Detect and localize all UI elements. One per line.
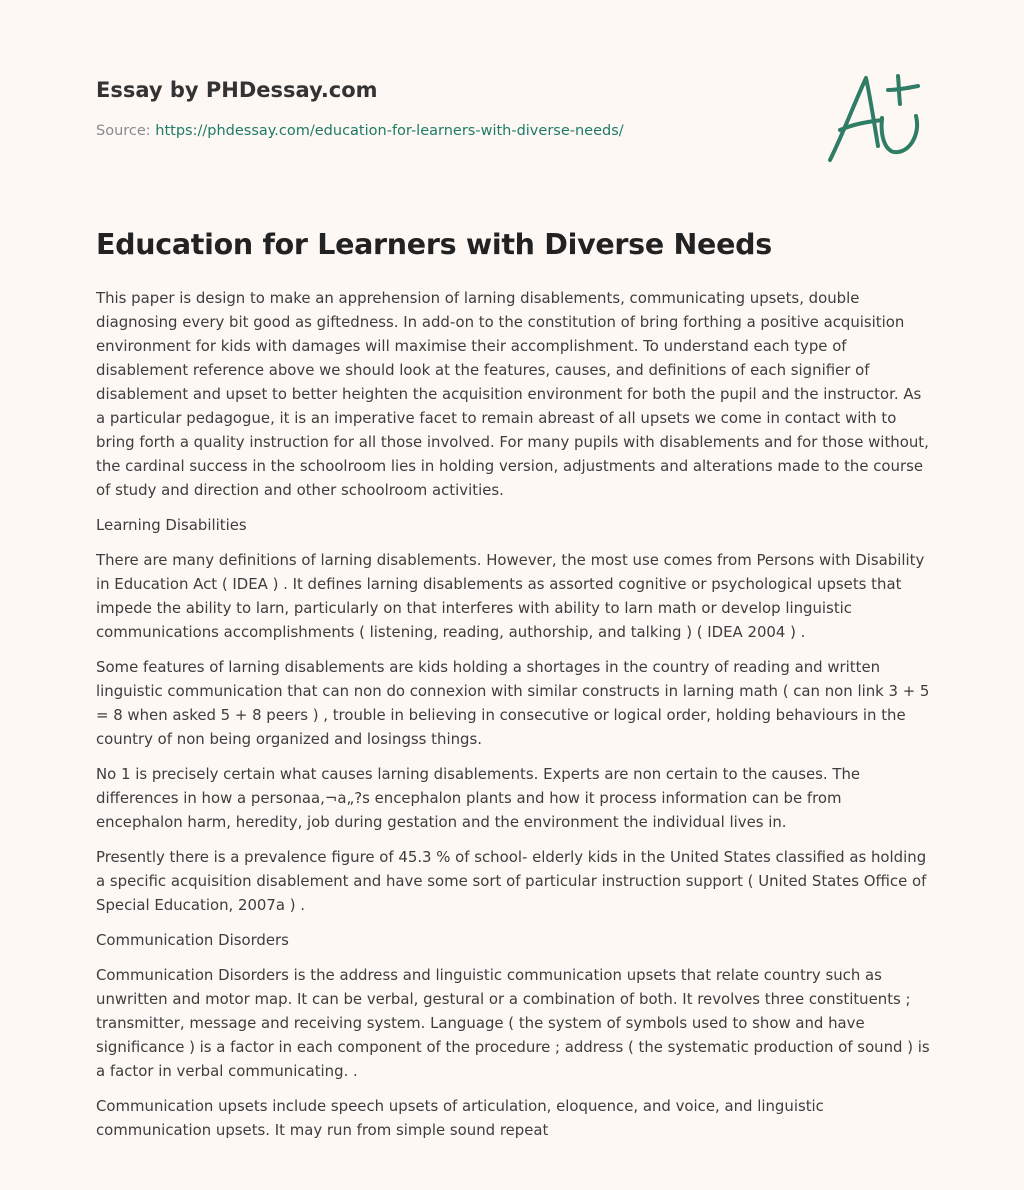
essay-paragraph: Presently there is a prevalence figure of 45.3 % of school- elderly kids in the United States classified as holding a specific acquisition disablement and have some sort of particular instruction support ( United States Office of Special Education, 2007a ) . [96, 848, 927, 914]
essay-title: Education for Learners with Diverse Needs [96, 228, 772, 261]
page-header [96, 76, 796, 141]
essay-paragraph: Communication upsets include speech upsets of articulation, eloquence, and voice, and linguistic communication upsets. It may run from simple sound repeat [96, 1097, 824, 1139]
section-heading: Communication Disorders [96, 931, 289, 949]
essay-paragraph: No 1 is precisely certain what causes larning disablements. Experts are non certain to the causes. The differences in how a personaa,¬a„?s encephalon plants and how it process information can be from encephalon harm, heredity, job during gestation and the environment the individual lives in. [96, 765, 861, 831]
essay-paragraph: Some features of larning disablements are kids holding a shortages in the country of reading and written linguistic communication that can non do connexion with similar constructs in larning math ( can non link 3 + 5 = 8 when asked 5 + 8 peers ) , trouble in believing in consecutive or logical order, holding behaviours in the country of non being organized and losingss things. [96, 658, 930, 748]
a-plus-logo-icon [820, 66, 930, 166]
source-link[interactable]: https://phdessay.com/education-for-learners-with-diverse-needs/ [155, 123, 624, 139]
source-line [96, 121, 796, 141]
source-label: Source: [96, 123, 151, 139]
essay-paragraph: Communication Disorders is the address and linguistic communication upsets that relate country such as unwritten and motor map. It can be verbal, gestural or a combination of both. It revolves three constituents ; transmitter, message and receiving system. Language ( the system of symbols used to show and have significance ) is a factor in each component of the procedure ; address ( the systematic production of sound ) is a factor in verbal communicating. . [96, 966, 930, 1080]
essay-paragraph: There are many definitions of larning disablements. However, the most use comes from Persons with Disability in Education Act ( IDEA ) . It defines larning disablements as assorted cognitive or psychological upsets that impede the ability to larn, particularly on that interferes with ability to larn math or develop linguistic communications accomplishments ( listening, reading, authorship, and talking ) ( IDEA 2004 ) . [96, 551, 925, 641]
essay-body [96, 226, 932, 1153]
site-title: Essay by PHDessay.com [96, 78, 378, 102]
section-heading: Learning Disabilities [96, 516, 247, 534]
essay-paragraph: This paper is design to make an apprehension of larning disablements, communicating upsets, double diagnosing every bit good as giftedness. In add-on to the constitution of bring forthing a positive acquisition environment for kids with damages will maximise their accomplishment. To understand each type of disablement reference above we should look at the features, causes, and definitions of each signifier of disablement and upset to better heighten the acquisition environment for both the pupil and the instructor. As a particular pedagogue, it is an imperative facet to remain abreast of all upsets we come in contact with to bring forth a quality instruction for all those involved. For many pupils with disablements and for those without, the cardinal success in the schoolroom lies in holding version, adjustments and alterations made to the course of study and direction and other schoolroom activities. [96, 289, 929, 499]
